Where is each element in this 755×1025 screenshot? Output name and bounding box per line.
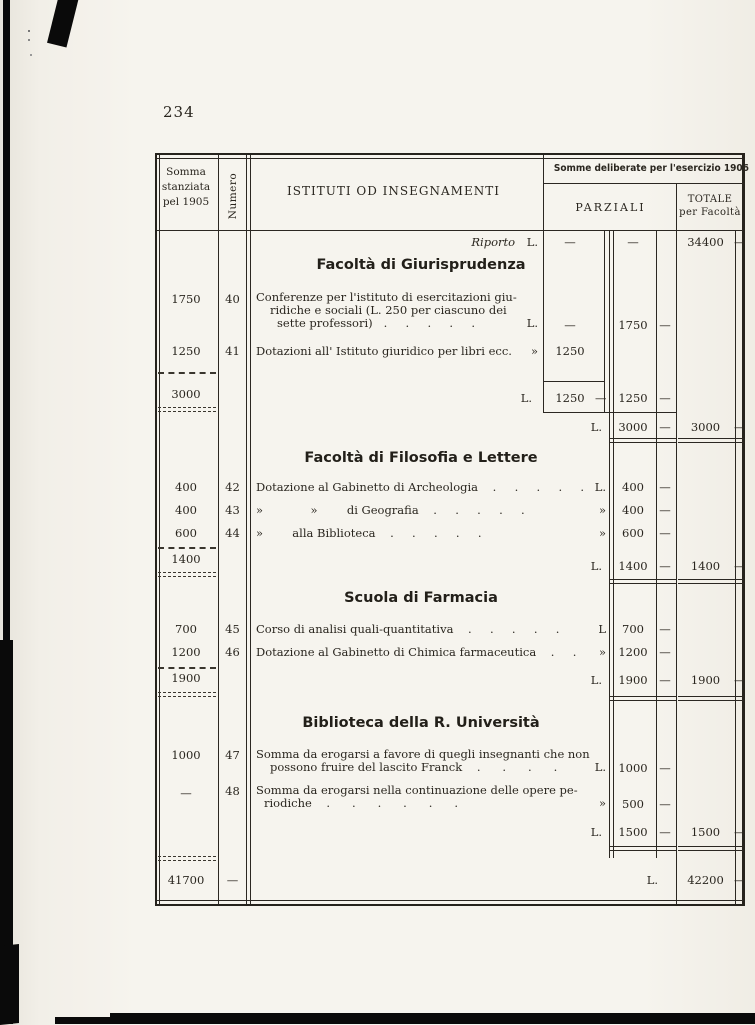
somma-1905-value: 1250 [171,344,201,358]
row-text-43 [256,504,606,517]
row-text-45 [256,623,606,636]
scan-artifact-left-wedge [0,944,19,1025]
currency-mark: » [530,344,538,358]
totale-cent: — [734,673,746,687]
section-title-farmacia: Scuola di Farmacia [344,590,498,606]
inner-top-rule [157,158,743,159]
row-text-line: Dotazione al Gabinetto di Archeologia . . . . . [256,480,585,494]
page-number: 234 [163,103,195,121]
somme-header-underline [543,183,744,184]
totale-facolta-value: 3000 [690,420,721,434]
numero-value: 48 [225,784,240,798]
parziale-b-cent: — [659,673,671,687]
row-text-line: Corso di analisi quali-quantitativa . . . . . [256,622,560,636]
parziale-a-cent: — [595,391,607,405]
column-header-somme-deliberate [543,163,749,174]
inner-bottom-rule [157,900,743,901]
riporto-totale: 34400 [687,235,724,249]
row-text-46 [256,646,606,659]
parziale-b-cent: — [659,559,671,573]
numero-value: 44 [225,526,240,540]
row-text-44 [256,527,606,540]
parziale-b-value: 400 [622,503,644,517]
column-header-parziali: PARZIALI [575,201,646,214]
parziale-b-total: 1500 [618,825,648,839]
numero-value: 45 [225,622,240,636]
currency-mark: L. [594,760,606,774]
currency-mark: » [598,526,606,540]
scan-artifact-corner-mark [47,0,81,48]
somma-1905-value: 1200 [171,645,201,659]
somma-subtotal: 1900 [171,671,201,685]
currency-mark: L. [526,235,538,249]
double-dashed-rule [158,692,216,697]
double-rule [610,438,676,443]
currency-mark: L. [520,391,532,405]
currency-mark: L. [590,559,602,573]
parziale-b-cent: — [659,526,671,540]
numero-value: 40 [225,292,240,306]
row-text-line: Somma da erogarsi a favore di quegli insegnanti che non [256,747,590,761]
riporto-row-label [256,236,538,249]
parziale-b-cent: — [659,503,671,517]
section-title-giurisprudenza: Facoltà di Giurisprudenza [316,257,526,273]
somma-1905-value: 1000 [171,748,201,762]
column-header-somma [156,165,216,210]
column-header-totale [677,193,743,219]
numero-bottom-dash: — [226,873,239,887]
row-text-48 [256,784,606,810]
currency-mark: » [598,796,606,810]
totale-facolta-value: 1900 [690,673,721,687]
numero-value: 47 [225,748,240,762]
riporto-parziale-a: — [564,235,576,249]
row-text-line: Dotazione al Gabinetto di Chimica farmaceutica . . [256,645,577,659]
parziale-b-value: 1750 [618,318,648,332]
row-text-47 [256,748,606,774]
currency-mark: L. [526,316,538,330]
row-text-line: possono fruire del lascito Franck . . . . [270,760,558,774]
parziale-b-value: 700 [622,622,644,636]
currency-mark: L [598,622,606,636]
somme-header-left-rule [543,155,544,413]
dashed-rule [158,667,216,669]
row-text-line: Dotazioni all' Istituto giuridico per libri ecc. [256,344,512,358]
double-dashed-rule [158,572,216,577]
parziale-b-cent: — [659,391,671,405]
somma-numero-rule [218,155,219,904]
row-text-line: » » di Geografia . . . . . [256,503,525,517]
double-rule [678,846,744,851]
riporto-parziale-b: — [627,235,639,249]
numero-value: 42 [225,480,240,494]
parziale-b-cent: — [659,645,671,659]
somma-header-line2: stanziata [161,181,211,193]
row-text-line: Somma da erogarsi nella continuazione delle opere pe- [256,783,578,797]
double-rule [678,696,744,701]
scan-artifact-bottom-strip [110,1013,755,1024]
parziale-b-cent: — [659,797,671,811]
double-rule [678,579,744,584]
riporto-totale-cent: — [734,235,746,249]
parziale-b-total: 1400 [618,559,648,573]
somma-1905-value: 1750 [171,292,201,306]
somma-1905-value: 600 [175,526,197,540]
numero-right-rule-2 [250,155,251,904]
parziale-b-value: 600 [622,526,644,540]
double-rule [610,579,676,584]
row-text-41 [256,345,538,358]
currency-mark: L. [590,825,602,839]
somma-header-line3: pel 1905 [162,196,210,208]
row-text-line: sette professori) . . . . . [277,316,475,330]
parziale-b-cent: — [659,420,671,434]
currency-mark: L. [590,420,602,434]
numero-header-label: Numero [227,172,239,220]
totale-grand-total: 42200 [687,873,724,887]
row-text-line: » alla Biblioteca . . . . . [256,526,482,540]
double-dashed-rule [158,856,216,861]
somma-1905-value: 700 [175,622,197,636]
column-header-istituti: ISTITUTI OD INSEGNAMENTI [287,184,500,198]
parziale-a-subtotal-rule [543,381,604,382]
somma-grand-total: 41700 [167,873,205,887]
parziale-b-cent: — [659,825,671,839]
parziale-a-subtotal: 1250 [555,391,585,405]
totale-header-line1: TOTALE [687,194,733,205]
parziale-b-cent: — [659,480,671,494]
scan-artifact-specks [28,30,30,32]
dashed-rule [158,547,216,549]
currency-mark: L. [590,673,602,687]
parziale-b-value: 1200 [618,645,648,659]
totale-left-rule [676,184,677,904]
totale-header-line2: per Facoltà [679,207,741,218]
currency-mark: » [598,503,606,517]
parziale-a-value: 1250 [555,344,585,358]
row-text-line: riodiche . . . . . . [264,796,459,810]
parziale-b-subtotal: 1250 [618,391,648,405]
double-rule [610,846,676,851]
somma-header-line1: Somma [166,166,206,178]
row-text-line: ridiche e sociali (L. 250 per ciascuno dei [270,303,507,317]
dashed-rule [158,372,216,374]
parziale-b-value: 400 [622,480,644,494]
parziale-a-value: — [564,318,576,332]
somma-1905-value: 400 [175,480,197,494]
totale-cent: — [734,873,746,887]
totale-facolta-value: 1500 [690,825,721,839]
numero-right-rule-1 [246,155,247,904]
parziale-b-value: 1000 [618,761,648,775]
somma-1905-value: 400 [175,503,197,517]
totale-cent: — [734,825,746,839]
parziale-b-value: 500 [622,797,644,811]
section-title-biblioteca: Biblioteca della R. Università [302,715,540,731]
row-text-42 [256,481,606,494]
riporto-label: Riporto [471,235,516,249]
row-text-40 [256,291,538,330]
somma-subtotal: 1400 [171,552,201,566]
parziale-b-total: 3000 [618,420,648,434]
currency-mark: L. [594,480,606,494]
column-header-numero [219,166,247,226]
currency-mark: » [598,645,606,659]
numero-value: 41 [225,344,240,358]
parziale-a-cent-rule [604,231,605,413]
totale-facolta-value: 1400 [690,559,721,573]
double-rule [610,696,676,701]
double-rule [678,438,744,443]
totale-cent: — [734,420,746,434]
numero-value: 43 [225,503,240,517]
numero-value: 46 [225,645,240,659]
double-dashed-rule [158,407,216,412]
somme-deliberate-label: Somme deliberate per l'esercizio 1906 [553,163,749,174]
currency-mark: L. [646,873,658,887]
section-title-filosofia: Facoltà di Filosofia e Lettere [304,450,538,466]
scan-artifact-bottom-strip-left [55,1017,113,1024]
row-text-line: Conferenze per l'istituto di esercitazioni giu- [256,290,517,304]
somma-subtotal: 3000 [171,387,201,401]
somma-1905-value: — [180,786,192,800]
parziale-b-total: 1900 [618,673,648,687]
parziale-b-cent: — [659,622,671,636]
parziale-b-cent: — [659,761,671,775]
parziale-b-cent: — [659,318,671,332]
parziale-b-left-rule-1 [609,231,610,858]
totale-cent: — [734,559,746,573]
